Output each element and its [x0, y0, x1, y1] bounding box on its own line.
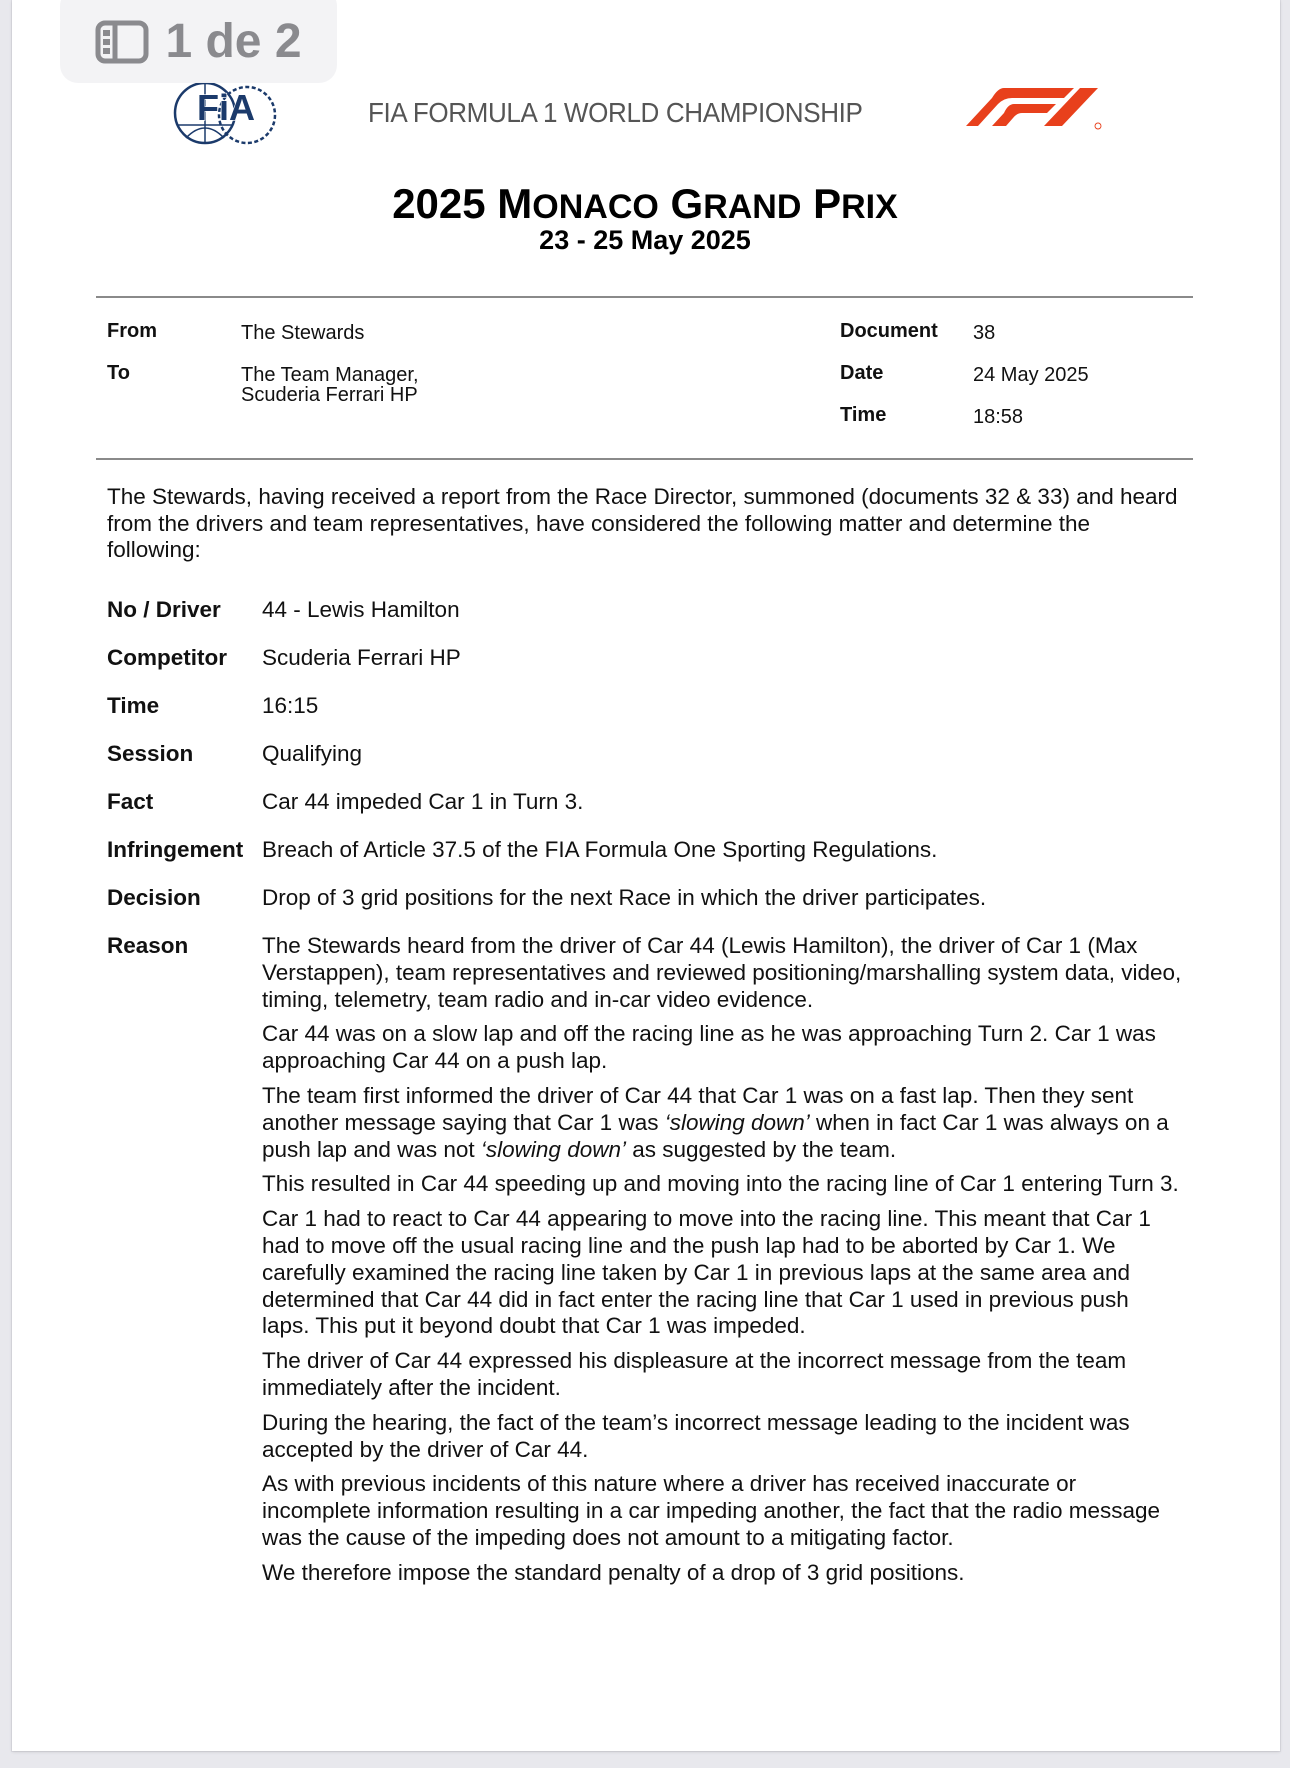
- field-label-driver: No / Driver: [107, 597, 221, 622]
- reason-body: [262, 933, 1182, 1595]
- date-value: 24 May 2025: [973, 364, 1089, 386]
- reason-paragraph-5: Car 1 had to react to Car 44 appearing to move into the racing line. This meant that Car 1 had to move off the usual racing line and the push lap had to be aborted by Car 1. We carefully examined the racing line taken by Car 1 in previous laps at the same area and determined that Car 44 did in fact enter the racing line that Car 1 used in previous push laps. This put it beyond doubt that Car 1 was impeded.: [262, 1206, 1151, 1339]
- field-label-competitor: Competitor: [107, 645, 227, 670]
- from-label: From: [107, 320, 157, 342]
- title-word-3: PRIX: [813, 180, 898, 227]
- reason-paragraph-3: The team first informed the driver of Car 44 that Car 1 was on a fast lap. Then they sent another message saying that Car 1 was ‘slowing down’ when in fact Car 1 was always on a push lap and was not ‘slowing down’ as suggested by the team.: [262, 1082, 1169, 1162]
- page-indicator[interactable]: [60, 0, 337, 83]
- field-value-decision: Drop of 3 grid positions for the next Race in which the driver participates.: [262, 885, 987, 910]
- time-label: Time: [840, 404, 887, 426]
- to-value-line2: Scuderia Ferrari HP: [241, 384, 418, 406]
- from-value: The Stewards: [241, 322, 365, 344]
- fia-logo: [172, 80, 280, 146]
- event-dates: 23 - 25 May 2025: [539, 225, 751, 255]
- championship-heading: FIA FORMULA 1 WORLD CHAMPIONSHIP: [368, 97, 863, 128]
- reason-paragraph-7: During the hearing, the fact of the team’s incorrect message leading to the incident was accepted by the driver of Car 44.: [262, 1409, 1130, 1462]
- field-value-competitor: Scuderia Ferrari HP: [262, 645, 461, 670]
- divider-bottom: [96, 458, 1193, 460]
- reason-paragraph-6: The driver of Car 44 expressed his displeasure at the incorrect message from the team immediately after the incident.: [262, 1348, 1127, 1400]
- field-value-fact: Car 44 impeded Car 1 in Turn 3.: [262, 789, 584, 814]
- field-label-time: Time: [107, 693, 160, 718]
- field-value-session: Qualifying: [262, 741, 363, 766]
- field-label-fact: Fact: [107, 789, 154, 814]
- field-label-session: Session: [107, 741, 194, 766]
- intro-paragraph: The Stewards, having received a report from the Race Director, summoned (documents 32 & 33) and heard from the drivers and team representatives, have considered the following matter and determine the following:: [107, 484, 1178, 562]
- svg-text:FiA: FiA: [197, 87, 255, 128]
- reason-paragraph-9: We therefore impose the standard penalty of a drop of 3 grid positions.: [262, 1559, 965, 1585]
- to-label: To: [107, 362, 130, 384]
- field-label-reason: Reason: [107, 933, 189, 958]
- reason-paragraph-1: The Stewards heard from the driver of Car 44 (Lewis Hamilton), the driver of Car 1 (Max Verstappen), team representatives and reviewed positioning/marshalling system data, video, timing, telemetry, team radio and in-car video evidence.: [262, 933, 1182, 1012]
- reason-paragraph-8: As with previous incidents of this nature where a driver has received inaccurate or incomplete information resulting in a car impeding another, the fact that the radio message was the cause of the impeding does not amount to a mitigating factor.: [262, 1471, 1161, 1550]
- field-value-time: 16:15: [262, 693, 319, 718]
- to-value-line1: The Team Manager,: [241, 364, 419, 386]
- event-title: 2025 MONACO GRAND PRIX: [392, 180, 898, 227]
- page-count-label: 1 de 2: [165, 15, 302, 68]
- reason-paragraph-2: Car 44 was on a slow lap and off the racing line as he was approaching Turn 2. Car 1 was approaching Car 44 on a push lap.: [262, 1021, 1156, 1074]
- reason-paragraph-4: This resulted in Car 44 speeding up and moving into the racing line of Car 1 entering Turn 3.: [262, 1171, 1179, 1197]
- field-value-driver: 44 - Lewis Hamilton: [262, 597, 460, 622]
- date-label: Date: [840, 362, 884, 384]
- title-word-2: GRAND: [670, 180, 802, 227]
- document-label: Document: [840, 320, 938, 342]
- field-label-infringement: Infringement: [107, 837, 244, 862]
- field-value-infringement: Breach of Article 37.5 of the FIA Formula One Sporting Regulations.: [262, 837, 938, 862]
- divider-top: [96, 296, 1193, 298]
- document-value: 38: [973, 322, 996, 344]
- sidebar-toggle-icon[interactable]: [95, 20, 149, 64]
- f1-logo: [964, 86, 1116, 130]
- title-word-1: MONACO: [497, 180, 659, 227]
- field-label-decision: Decision: [107, 885, 201, 910]
- time-value: 18:58: [973, 406, 1024, 428]
